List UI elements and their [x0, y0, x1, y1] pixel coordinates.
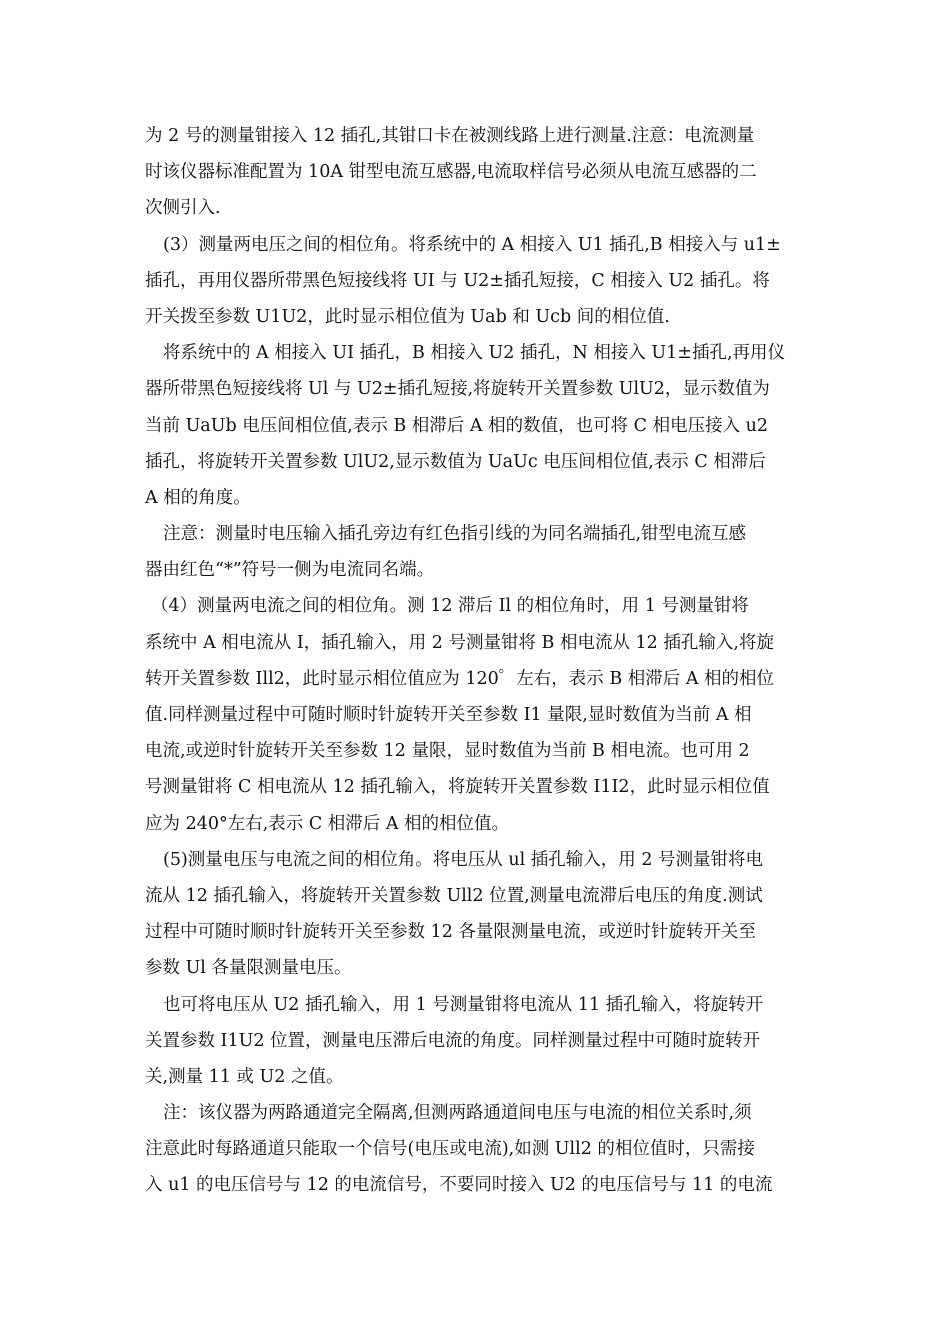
- text-line: 为 2 号的测量钳接入 12 插孔,其钳口卡在被测线路上进行测量.注意：电流测量: [145, 126, 755, 146]
- text-line: 注意此时每路通道只能取一个信号(电压或电流),如测 Ull2 的相位值时，只需接: [145, 1139, 755, 1160]
- text-line: 次侧引入.: [145, 198, 221, 219]
- text-line: 时该仪器标准配置为 10A 钳型电流互感器,电流取样信号必须从电流互感器的二: [145, 162, 757, 183]
- text-line: 插孔，再用仪器所带黑色短接线将 UI 与 U2±插孔短接，C 相接入 U2 插孔。将: [145, 270, 770, 291]
- text-line: 应为 240°左右,表示 C 相滞后 A 相的相位值。: [145, 813, 510, 834]
- text-line: 电流,或逆时针旋转开关至参数 12 量限，显时数值为当前 B 相电流。也可用 2: [145, 741, 750, 762]
- text-line: 开关拨至参数 U1U2，此时显示相位值为 Uab 和 Ucb 间的相位值.: [145, 306, 670, 327]
- text-line: 关置参数 I1U2 位置，测量电压滞后电流的角度。同样测量过程中可随时旋转开: [145, 1030, 761, 1051]
- text-line: 也可将电压从 U2 插孔输入，用 1 号测量钳将电流从 11 插孔输入，将旋转开: [163, 994, 764, 1015]
- text-line: 转开关置参数 Ill2，此时显示相位值应为 120゜左右，表示 B 相滞后 A 相的相位: [145, 668, 775, 689]
- body-text: [145, 118, 810, 1204]
- text-line: 当前 UaUb 电压间相位值,表示 B 相滞后 A 相的数值，也可将 C 相电压接入 u2: [145, 415, 769, 436]
- text-line: 号测量钳将 C 相电流从 12 插孔输入，将旋转开关置参数 I1I2，此时显示相位值: [145, 777, 770, 798]
- text-line: 入 u1 的电压信号与 12 的电流信号，不要同时接入 U2 的电压信号与 11 的电流: [145, 1175, 773, 1196]
- text-line: (5)测量电压与电流之间的相位角。将电压从 ul 插孔输入，用 2 号测量钳将电: [163, 849, 764, 870]
- text-line: (3）测量两电压之间的相位角。将系统中的 A 相接入 U1 插孔,B 相接入与 u1±: [163, 234, 781, 255]
- text-line: 注意：测量时电压输入插孔旁边有红色指引线的为同名端插孔,钳型电流互感: [163, 524, 747, 545]
- text-line: 系统中 A 相电流从 I，插孔输入，用 2 号测量钳将 B 相电流从 12 插孔输入,将旋: [145, 632, 774, 653]
- text-line: 器所带黑色短接线将 Ul 与 U2±插孔短接,将旋转开关置参数 UlU2，显示数值为: [145, 379, 770, 400]
- text-line: 流从 12 插孔输入，将旋转开关置参数 Ull2 位置,测量电流滞后电压的角度.测试: [145, 885, 763, 906]
- text-line: 值.同样测量过程中可随时顺时针旋转开关至参数 I1 量限,显时数值为当前 A 相: [145, 705, 752, 725]
- text-line: 关,测量 11 或 U2 之值。: [145, 1066, 344, 1087]
- text-line: （4）测量两电流之间的相位角。测 12 滞后 Il 的相位角时，用 1 号测量钳将: [151, 596, 749, 617]
- text-line: A 相的角度。: [145, 487, 251, 508]
- text-line: 参数 Ul 各量限测量电压。: [145, 958, 352, 979]
- text-line: 将系统中的 A 相接入 UI 插孔，B 相接入 U2 插孔，N 相接入 U1±插孔,再用仪: [163, 343, 786, 364]
- text-line: 插孔，将旋转开关置参数 UlU2,显示数值为 UaUc 电压间相位值,表示 C 相滞后: [145, 451, 766, 472]
- text-line: 注：该仪器为两路通道完全隔离,但测两路通道间电压与电流的相位关系时,须: [163, 1103, 752, 1124]
- text-line: 器由红色“*”符号一侧为电流同名端。: [145, 560, 435, 581]
- text-line: 过程中可随时顺时针旋转开关至参数 12 各量限测量电流，或逆时针旋转开关至: [145, 922, 756, 943]
